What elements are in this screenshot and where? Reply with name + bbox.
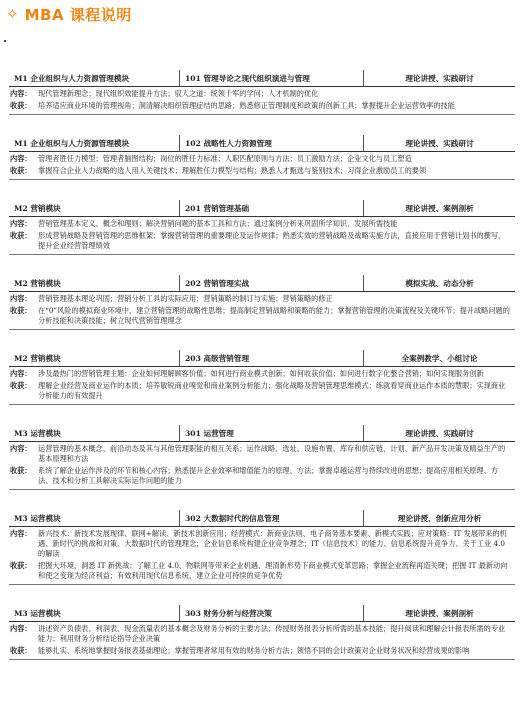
module-name: M2 营销模块 [9, 350, 180, 366]
gain-label: 收获： [10, 466, 32, 475]
content-row [9, 154, 515, 164]
teaching-method: 理论讲授、实践研讨 [405, 428, 474, 438]
teaching-method: 理论讲授、创新应用分析 [397, 513, 482, 523]
course-block [9, 510, 515, 585]
module-name: M2 营销模块 [9, 200, 180, 216]
course-name: 303 财务分析与经营决策 [180, 605, 364, 621]
course-header [9, 605, 515, 622]
module-name: M3 运营模块 [9, 510, 180, 526]
content-text: 现代管理新理念；现代组织效能提升方法；驭人之道：统领千军的学问；人才机制的优化 [38, 89, 319, 98]
sparkle-icon: ✧ [6, 5, 19, 23]
teaching-method: 理论讲授、案例剖析 [405, 608, 474, 618]
content-row [9, 529, 515, 559]
gain-text: 掌握符合企业人力战略的选人用人关键技术；理解胜任力模型与结构；熟悉人才甄选与鉴别技术；习得企业激励员工的要领 [38, 166, 427, 175]
content-row [9, 624, 515, 644]
divider [9, 489, 515, 490]
teaching-method: 模拟实战、动态分析 [405, 278, 474, 288]
gain-row [9, 231, 515, 251]
content-text: 新兴技术：新技术发展现律、联网+解读、新技术创新应用；经营模式：新商业法则、电子商务基本要素、新模式实践；应对策略：IT 发展带来的机遇、新时代的挑战和对策、大数据时代的管理理念；企业信息系统构建企业竞争理念；IT（信息技术）的能力、信息系统提升竞争力、关于工业 4.0 的解读 [38, 529, 507, 558]
bullet-dot [4, 40, 6, 42]
course-name: 203 高级营销管理 [180, 350, 364, 366]
teaching-method: 理论讲授、实践研讨 [405, 73, 474, 83]
teaching-method: 理论讲授、案例剖析 [405, 203, 474, 213]
course-header [9, 135, 515, 152]
course-header [9, 70, 515, 87]
course-name: 301 运营管理 [180, 425, 364, 441]
gain-label: 收获： [10, 381, 32, 390]
gain-text: 把握大环境，洞悉 IT 新挑战；了解工业 4.0、物联网等带来企业机遇，理清新形势下商业模式变革思路；掌握企业流程再造关键；把握 IT 最新动向和使之变现为经济利益；有效利用现代信息系统，建立企业可持续的竞争优势 [38, 561, 508, 580]
gain-label: 收获： [10, 166, 32, 175]
content-label: 内容： [10, 444, 32, 453]
course-block [9, 70, 515, 115]
gain-text: 在“0”风险的模拟商业环境中，建立营销管理的战略性思维；提高制定营销战略和策略的能力；掌握营销管理的决策流程及关键环节；提升战略问题的分析技能和决策技能；树立现代营销管理理念 [38, 306, 510, 325]
module-name: M3 运营模块 [9, 425, 180, 441]
divider [9, 404, 515, 405]
course-name: 102 战略性人力资源管理 [180, 135, 364, 151]
module-name: M1 企业组织与人力资源管理模块 [9, 70, 180, 86]
content-row [9, 294, 515, 304]
gain-label: 收获： [10, 101, 32, 110]
course-block [9, 200, 515, 255]
page-header [6, 2, 132, 26]
divider [9, 329, 515, 330]
gain-row [9, 466, 515, 486]
gain-text: 能够扎实、系统地掌握财务报表基础理论；掌握管理者常用有效的财务分析方法；领悟不同的会计政策对企业财务状况和经营成果的影响 [38, 646, 470, 655]
content-label: 内容： [10, 369, 32, 378]
content-text: 讲述资产负债表、利润表、现金流量表的基本概念及财务分析的主要方法；传授财务报表分析所需的基本技能；提升阅读和理解会计报表所需的专业能力；利用财务分析结论指导企业决策 [38, 624, 506, 643]
course-block [9, 350, 515, 405]
content-row [9, 89, 515, 99]
page-title: MBA 课程说明 [24, 5, 132, 24]
divider [9, 659, 515, 660]
course-name: 201 营销管理基础 [180, 200, 364, 216]
gain-label: 收获： [10, 306, 32, 315]
module-name: M1 企业组织与人力资源管理模块 [9, 135, 180, 151]
gain-text: 理解企业经营及商业运作的本质；培养敏锐商业嗅觉和商业案例分析能力；强化战略及营销管理思维模式；练就看穿商业运作本质的慧眼；实现商业分析能力的有效提升 [38, 381, 506, 400]
gain-text: 系统了解企业运作涉及的环节和核心内容；熟悉提升企业效率和增值能力的原理、方法；掌握卓越运营与持续改进的思想；提高应用相关原理、方法、技术和分析工具解决实际运作问题的能力 [38, 466, 499, 485]
course-list [9, 50, 515, 660]
content-label: 内容： [10, 89, 32, 98]
course-name: 302 大数据时代的信息管理 [180, 510, 364, 526]
course-header [9, 510, 515, 527]
course-header [9, 200, 515, 217]
content-text: 营销管理基本理论巩固；营销分析工具的实际应用；营销策略的制订与实施；营销策略的修正 [38, 294, 333, 303]
gain-row [9, 381, 515, 401]
gain-row [9, 561, 515, 581]
module-name: M3 运营模块 [9, 605, 180, 621]
divider [9, 114, 515, 115]
gain-row [9, 646, 515, 656]
content-row [9, 219, 515, 229]
teaching-method: 理论讲授、实践研讨 [405, 138, 474, 148]
course-name: 202 营销管理实战 [180, 275, 364, 291]
gain-row [9, 306, 515, 326]
course-header [9, 350, 515, 367]
gain-row [9, 166, 515, 176]
gain-label: 收获： [10, 646, 32, 655]
module-name: M2 营销模块 [9, 275, 180, 291]
content-label: 内容： [10, 529, 32, 538]
content-label: 内容： [10, 624, 32, 633]
course-block [9, 425, 515, 490]
content-label: 内容： [10, 219, 32, 228]
divider [9, 254, 515, 255]
gain-text: 形成营销战略及营销管理的思维框架；掌握营销管理的重要理论及运作规律；熟悉实效的营销战略及战略实施方法，直接应用于营销计划书的撰写，提升企业经营管理绩效 [38, 231, 506, 250]
divider [9, 584, 515, 585]
content-row [9, 444, 515, 464]
course-header [9, 275, 515, 292]
gain-row [9, 101, 515, 111]
course-block [9, 275, 515, 330]
content-row [9, 369, 515, 379]
divider [9, 179, 515, 180]
gain-label: 收获： [10, 231, 32, 240]
content-label: 内容： [10, 294, 32, 303]
course-block [9, 135, 515, 180]
gain-label: 收获： [10, 561, 32, 570]
course-block [9, 605, 515, 660]
content-text: 运营管理的基本概念、前沿动态及其与其他管理职能的相互关系；运作战略、选址、设施布置、库存和供应链、计划、新产品开发决策及精益生产的基本原理和方法 [38, 444, 506, 463]
content-label: 内容： [10, 154, 32, 163]
gain-text: 培养适应商业环境的管理视角；洞清解决组织管理症结的思路；熟悉修正管理制度和政策的创新工具；掌握提升企业运营效率的技能 [38, 101, 455, 110]
course-name: 101 管理导论之现代组织演进与管理 [180, 70, 364, 86]
content-text: 管理者胜任力模型；管理者脑图结构；岗位的胜任力标准；人职匹配原则与方法；员工激励方法；企业文化与员工塑造 [38, 154, 412, 163]
course-header [9, 425, 515, 442]
content-text: 营销管理基本定义、概念和理则；解决营销问题的基本工具和方法；通过案例分析来巩固所学知识、发展所需技能 [38, 219, 398, 228]
teaching-method: 全案例教学、小组讨论 [401, 353, 478, 363]
content-text: 涉及最热门的营销管理主题：企业如何理解顾客价值；如何进行商业模式创新；如何收获价值；如何进行数字化整合营销；如何实现服务创新 [38, 369, 484, 378]
